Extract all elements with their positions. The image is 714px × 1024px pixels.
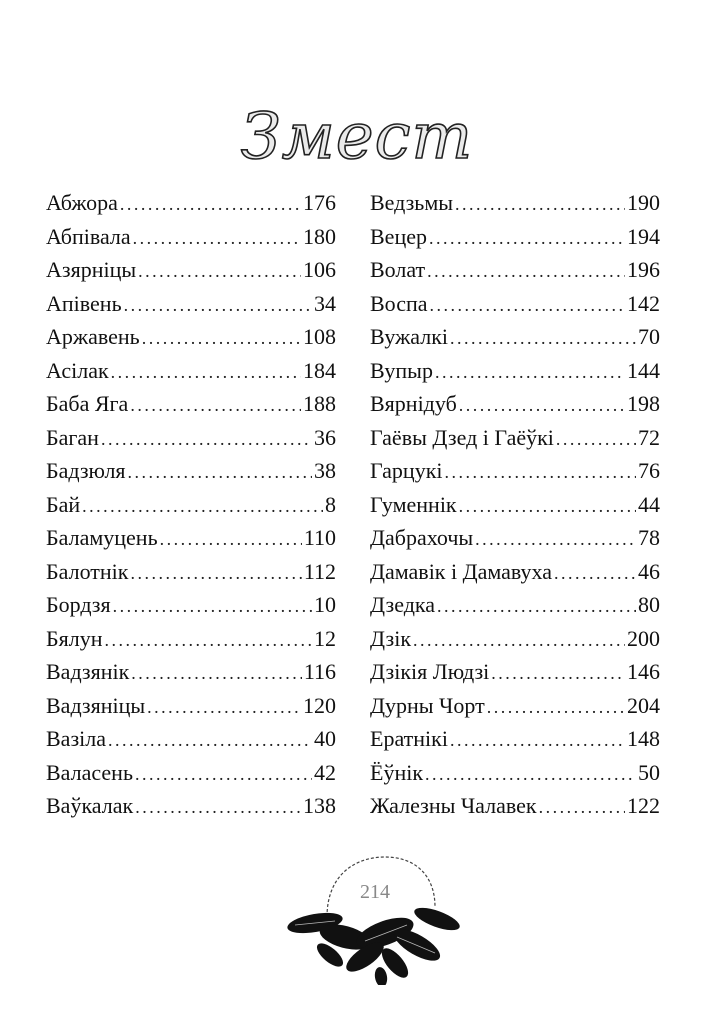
dot-leader bbox=[455, 194, 625, 215]
toc-entry-name: Вазіла bbox=[46, 726, 106, 751]
toc-entry-name: Вадзянік bbox=[46, 659, 130, 684]
toc-entry-page: 38 bbox=[314, 458, 336, 483]
toc-entry-page: 180 bbox=[303, 223, 336, 249]
toc-entry-page: 138 bbox=[303, 793, 336, 818]
toc-entry bbox=[46, 559, 336, 593]
toc-entry bbox=[46, 391, 336, 425]
dot-leader bbox=[430, 295, 625, 316]
dot-leader bbox=[459, 496, 636, 517]
toc-entry bbox=[370, 626, 660, 660]
leaf-ornament-icon bbox=[285, 845, 465, 985]
toc-entry bbox=[46, 693, 336, 727]
toc-entry-name: Гуменнік bbox=[370, 491, 457, 517]
toc-entry bbox=[46, 224, 336, 258]
dot-leader bbox=[413, 630, 625, 651]
dot-leader bbox=[491, 663, 625, 684]
page-number: 214 bbox=[360, 881, 390, 903]
dot-leader bbox=[82, 496, 323, 517]
toc-entry-page: 204 bbox=[627, 692, 660, 718]
toc-entry bbox=[370, 525, 660, 559]
toc-entry-name: Бадзюля bbox=[46, 458, 126, 483]
dot-leader bbox=[450, 328, 636, 349]
dot-leader bbox=[147, 697, 301, 718]
toc-entry bbox=[370, 257, 660, 291]
dot-leader bbox=[142, 328, 301, 349]
toc-entry-name: Бялун bbox=[46, 625, 103, 651]
toc-entry-page: 122 bbox=[627, 793, 660, 818]
toc-entry bbox=[370, 291, 660, 325]
toc-entry-page: 188 bbox=[303, 391, 336, 416]
toc-entry-name: Балотнік bbox=[46, 558, 129, 584]
dot-leader bbox=[120, 194, 301, 215]
toc-entry-name: Дзедка bbox=[370, 592, 436, 617]
toc-entry-name: Вужалкі bbox=[370, 324, 449, 349]
toc-entry-name: Абпівала bbox=[46, 223, 131, 249]
page-title: Змест bbox=[240, 100, 474, 174]
toc-entry-page: 148 bbox=[627, 726, 660, 751]
toc-entry-name: Гаёвы Дзед і Гаёўкі bbox=[370, 424, 554, 450]
toc-entry-name: Дабрахочы bbox=[370, 525, 474, 550]
dot-leader bbox=[160, 529, 302, 550]
toc-entry-name: Баламуцень bbox=[46, 525, 158, 550]
dot-leader bbox=[111, 362, 301, 383]
toc-entry-page: 142 bbox=[627, 290, 660, 316]
toc-entry bbox=[370, 492, 660, 526]
dot-leader bbox=[487, 697, 625, 718]
toc-entry bbox=[46, 592, 336, 626]
toc-entry-name: Вярнідуб bbox=[370, 391, 457, 416]
toc-entry bbox=[46, 291, 336, 325]
toc-right-column bbox=[370, 190, 660, 827]
toc-entry-page: 46 bbox=[638, 558, 660, 584]
dot-leader bbox=[135, 764, 312, 785]
toc-entry bbox=[370, 559, 660, 593]
toc-entry-name: Бордзя bbox=[46, 592, 111, 617]
toc-entry bbox=[370, 190, 660, 224]
toc-entry bbox=[46, 324, 336, 358]
toc-entry-page: 12 bbox=[314, 625, 336, 651]
toc-entry bbox=[46, 358, 336, 392]
toc-entry bbox=[370, 659, 660, 693]
toc-entry-page: 50 bbox=[638, 759, 660, 785]
toc-entry-page: 146 bbox=[627, 659, 660, 684]
dot-leader bbox=[133, 228, 301, 249]
toc-entry-name: Азярніцы bbox=[46, 257, 137, 282]
toc-entry bbox=[46, 190, 336, 224]
toc-entry-page: 8 bbox=[325, 491, 336, 517]
dot-leader bbox=[105, 630, 312, 651]
toc-entry-page: 198 bbox=[627, 391, 660, 416]
toc-left-column bbox=[46, 190, 336, 827]
toc-entry-name: Баган bbox=[46, 424, 99, 450]
toc-entry-name: Аржавень bbox=[46, 324, 140, 349]
toc-entry-name: Волат bbox=[370, 257, 426, 282]
dot-leader bbox=[130, 563, 301, 584]
toc-entry-page: 110 bbox=[303, 525, 336, 550]
toc-entry-name: Гарцукі bbox=[370, 458, 443, 483]
toc-entry-page: 44 bbox=[638, 491, 660, 517]
toc-entry-name: Дзік bbox=[370, 625, 412, 651]
toc-entry bbox=[46, 626, 336, 660]
toc-entry bbox=[370, 458, 660, 492]
toc-entry-page: 120 bbox=[303, 692, 336, 718]
toc-entry-name: Жалезны Чалавек bbox=[370, 793, 537, 818]
toc-entry-page: 190 bbox=[627, 190, 660, 215]
toc-entry bbox=[370, 693, 660, 727]
toc-entry bbox=[370, 224, 660, 258]
toc-entry-page: 184 bbox=[303, 357, 336, 383]
toc-entry-page: 78 bbox=[638, 525, 660, 550]
toc-entry-page: 106 bbox=[303, 257, 336, 282]
toc-entry bbox=[370, 793, 660, 827]
dot-leader bbox=[113, 596, 312, 617]
toc-entry-name: Дамавік і Дамавуха bbox=[370, 558, 553, 584]
toc-entry bbox=[370, 358, 660, 392]
dot-leader bbox=[437, 596, 636, 617]
toc-entry-page: 70 bbox=[638, 324, 660, 349]
toc-entry-page: 108 bbox=[303, 324, 336, 349]
toc-entry-name: Вадзяніцы bbox=[46, 692, 146, 718]
dot-leader bbox=[128, 462, 312, 483]
toc-entry-name: Валасень bbox=[46, 759, 133, 785]
toc-entry-page: 40 bbox=[314, 726, 336, 751]
toc-entry-page: 42 bbox=[314, 759, 336, 785]
dot-leader bbox=[475, 529, 636, 550]
toc-entry-page: 112 bbox=[303, 558, 336, 584]
toc-entry bbox=[370, 760, 660, 794]
toc-entry-page: 10 bbox=[314, 592, 336, 617]
dot-leader bbox=[539, 797, 625, 818]
toc-entry-name: Ведзьмы bbox=[370, 190, 454, 215]
toc-entry bbox=[46, 425, 336, 459]
dot-leader bbox=[138, 261, 301, 282]
toc-entry-page: 76 bbox=[638, 458, 660, 483]
dot-leader bbox=[108, 730, 312, 751]
dot-leader bbox=[130, 395, 301, 416]
toc-entry-page: 200 bbox=[627, 625, 660, 651]
dot-leader bbox=[554, 563, 636, 584]
page-footer bbox=[285, 845, 465, 985]
toc-entry bbox=[46, 659, 336, 693]
dot-leader bbox=[450, 730, 625, 751]
dot-leader bbox=[435, 362, 625, 383]
dot-leader bbox=[445, 462, 636, 483]
toc-entry bbox=[46, 458, 336, 492]
toc-entry bbox=[370, 726, 660, 760]
dot-leader bbox=[124, 295, 312, 316]
toc-entry bbox=[370, 324, 660, 358]
toc-entry-page: 34 bbox=[314, 290, 336, 316]
toc-entry-name: Абжора bbox=[46, 190, 118, 215]
toc-entry-page: 116 bbox=[303, 659, 336, 684]
dot-leader bbox=[556, 429, 636, 450]
toc-entry-name: Дзікія Людзі bbox=[370, 659, 490, 684]
toc-entry bbox=[46, 793, 336, 827]
toc-entry-name: Воспа bbox=[370, 290, 428, 316]
toc-entry-name: Ваўкалак bbox=[46, 793, 134, 818]
toc-entry bbox=[370, 592, 660, 626]
toc-entry-name: Дурны Чорт bbox=[370, 692, 485, 718]
toc-entry bbox=[370, 425, 660, 459]
toc-entry-name: Баба Яга bbox=[46, 391, 129, 416]
dot-leader bbox=[459, 395, 625, 416]
dot-leader bbox=[425, 764, 636, 785]
toc-entry bbox=[46, 525, 336, 559]
dot-leader bbox=[427, 261, 625, 282]
toc-entry-page: 80 bbox=[638, 592, 660, 617]
toc-entry-name: Апівень bbox=[46, 290, 122, 316]
toc-entry-name: Вупыр bbox=[370, 357, 433, 383]
toc-entry bbox=[46, 257, 336, 291]
toc-entry bbox=[46, 760, 336, 794]
toc-entry bbox=[370, 391, 660, 425]
toc-entry-name: Вецер bbox=[370, 223, 427, 249]
toc-entry-page: 194 bbox=[627, 223, 660, 249]
toc-entry bbox=[46, 726, 336, 760]
toc-entry-name: Асілак bbox=[46, 357, 109, 383]
dot-leader bbox=[131, 663, 302, 684]
dot-leader bbox=[429, 228, 625, 249]
toc-entry-page: 176 bbox=[303, 190, 336, 215]
toc-entry-name: Ёўнік bbox=[370, 759, 424, 785]
toc-entry-page: 144 bbox=[627, 357, 660, 383]
dot-leader bbox=[135, 797, 301, 818]
toc-entry-page: 72 bbox=[638, 424, 660, 450]
toc-entry-name: Ератнікі bbox=[370, 726, 448, 751]
toc-entry bbox=[46, 492, 336, 526]
dot-leader bbox=[101, 429, 312, 450]
toc-entry-name: Бай bbox=[46, 491, 81, 517]
toc-entry-page: 36 bbox=[314, 424, 336, 450]
toc-entry-page: 196 bbox=[627, 257, 660, 282]
